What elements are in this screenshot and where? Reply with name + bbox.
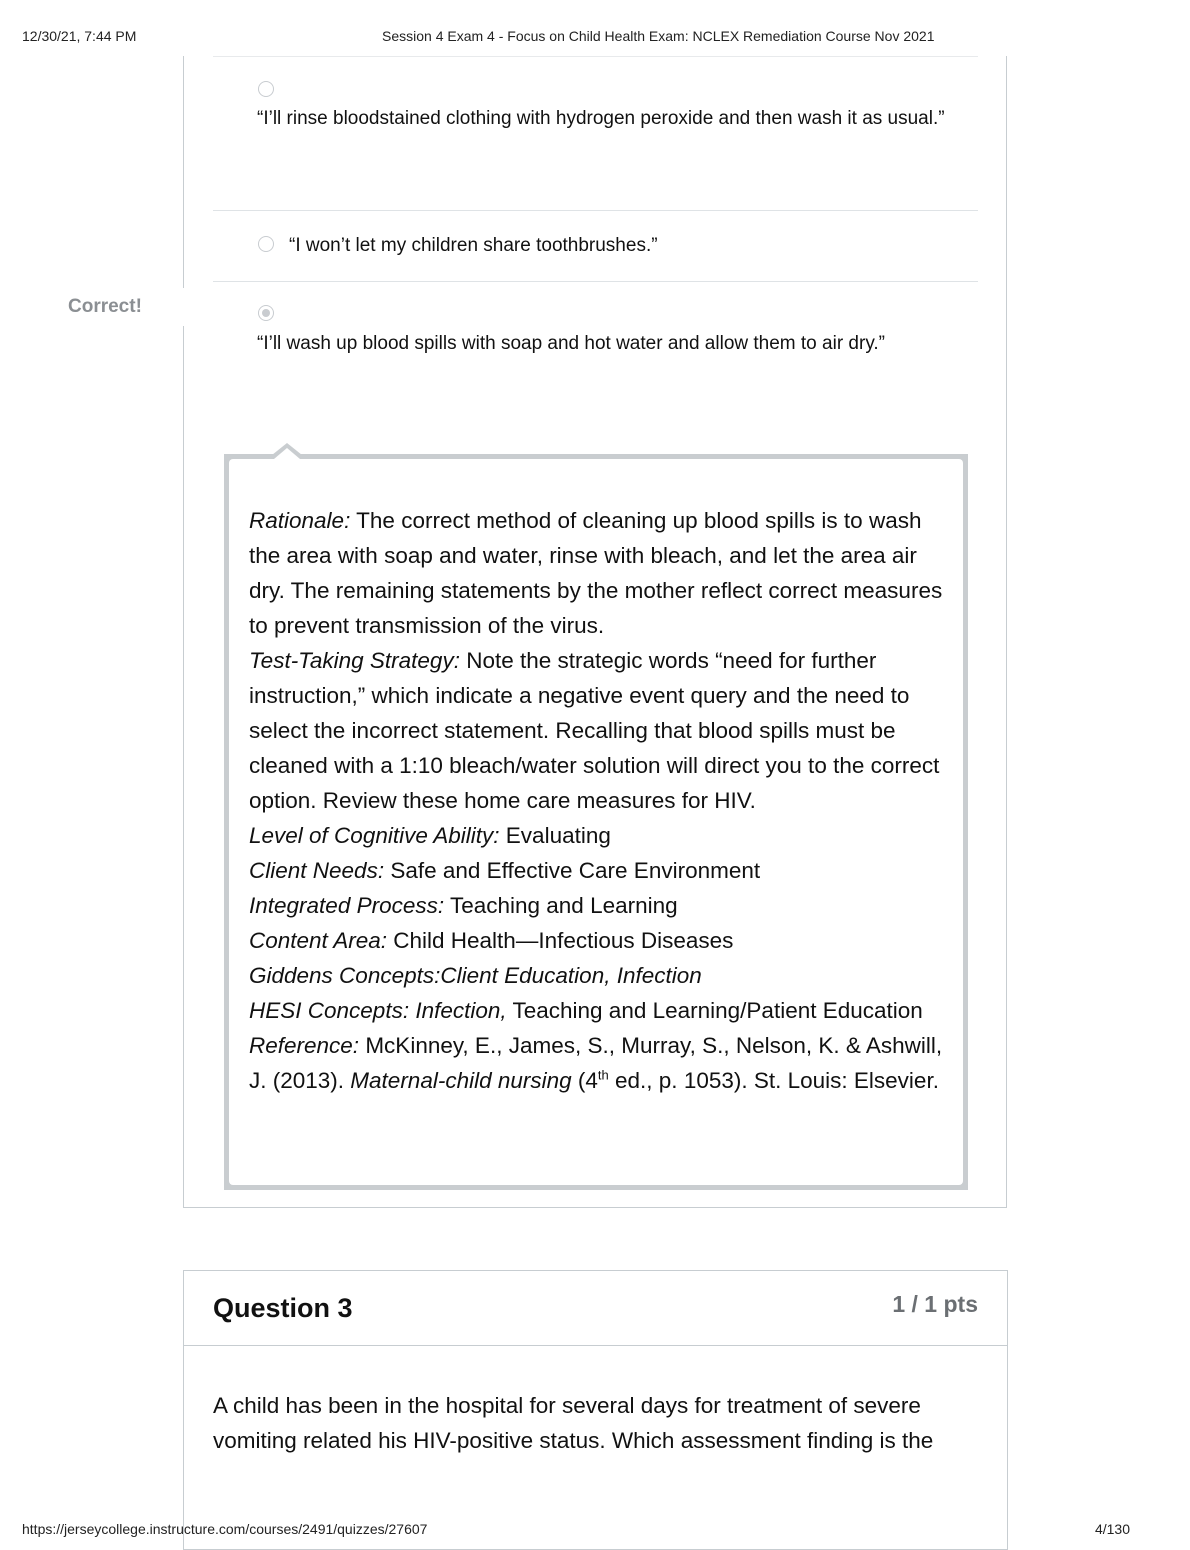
reference-edition-sup: th: [597, 1067, 609, 1083]
reference-publisher: ed., p. 1053). St. Louis: Elsevier.: [608, 1068, 939, 1093]
answer-3-radio-selected[interactable]: [258, 305, 274, 321]
reference-book-title: Maternal-child nursing: [350, 1068, 572, 1093]
content-area-label: Content Area:: [249, 928, 387, 953]
print-footer: [0, 1521, 1190, 1541]
rationale-text: The correct method of cleaning up blood spills is to wash the area with soap and water, rinse with bleach, and let the area air dry. The remaining statements by the mother reflect correct measures to prevent transmission of the virus.: [249, 508, 943, 638]
print-datetime: 12/30/21, 7:44 PM: [22, 28, 137, 44]
answer-1-radio[interactable]: [258, 81, 274, 97]
cognitive-label: Level of Cognitive Ability:: [249, 823, 500, 848]
client-needs-text: Safe and Effective Care Environment: [384, 858, 761, 883]
question-3-title: Question 3: [213, 1293, 353, 1323]
answer-2-text[interactable]: “I won’t let my children share toothbrushes.”: [289, 235, 658, 256]
print-page-number: 4/130: [1094, 1521, 1130, 1537]
rationale-box: [224, 454, 968, 1190]
question-3-card: [183, 1270, 1008, 1550]
print-url: https://jerseycollege.instructure.com/courses/2491/quizzes/27607: [22, 1521, 428, 1537]
question-3-points: 1 / 1 pts: [892, 1291, 978, 1317]
hesi-text: Teaching and Learning/Patient Education: [506, 998, 923, 1023]
answer-2-radio[interactable]: [258, 236, 274, 252]
print-header: [0, 28, 1190, 48]
print-page-title: Session 4 Exam 4 - Focus on Child Health Exam: NCLEX Remediation Course Nov 2021: [382, 28, 935, 44]
process-text: Teaching and Learning: [444, 893, 678, 918]
giddens-concepts: Giddens Concepts:Client Education, Infection: [249, 963, 702, 988]
answer-divider: [213, 210, 978, 211]
answer-1-text[interactable]: “I’ll rinse bloodstained clothing with hydrogen peroxide and then wash it as usual.”: [257, 108, 945, 129]
answer-3-text[interactable]: “I’ll wash up blood spills with soap and hot water and allow them to air dry.”: [257, 333, 886, 354]
client-needs-label: Client Needs:: [249, 858, 385, 883]
strategy-text: Note the strategic words “need for further instruction,” which indicate a negative event query and the need to select the incorrect statement. Recalling that blood spills must be cleaned with a 1:10 bleach/water solution will direct you to the correct option. Review these home care measures for HIV.: [249, 648, 940, 813]
answer-divider: [213, 281, 978, 282]
comment-pointer-inner: [274, 448, 300, 459]
reference-label: Reference:: [249, 1033, 360, 1058]
cognitive-text: Evaluating: [499, 823, 611, 848]
rationale-label: Rationale:: [249, 508, 351, 533]
reference-authors: McKinney, E., James, S., Murray, S., Nelson, K. & Ashwill, J. (2013).: [249, 1033, 943, 1093]
content-area-text: Child Health—Infectious Diseases: [387, 928, 734, 953]
strategy-label: Test-Taking Strategy:: [249, 648, 460, 673]
hesi-label: HESI Concepts: Infection,: [249, 998, 507, 1023]
reference-edition: (4: [571, 1068, 598, 1093]
correct-label: Correct!: [68, 296, 142, 317]
question-3-text: A child has been in the hospital for several days for treatment of severe vomiting related his HIV-positive status. Which assessment finding is the: [213, 1393, 934, 1453]
rationale-content: [249, 503, 943, 1098]
question-3-header: [184, 1271, 1007, 1346]
process-label: Integrated Process:: [249, 893, 445, 918]
